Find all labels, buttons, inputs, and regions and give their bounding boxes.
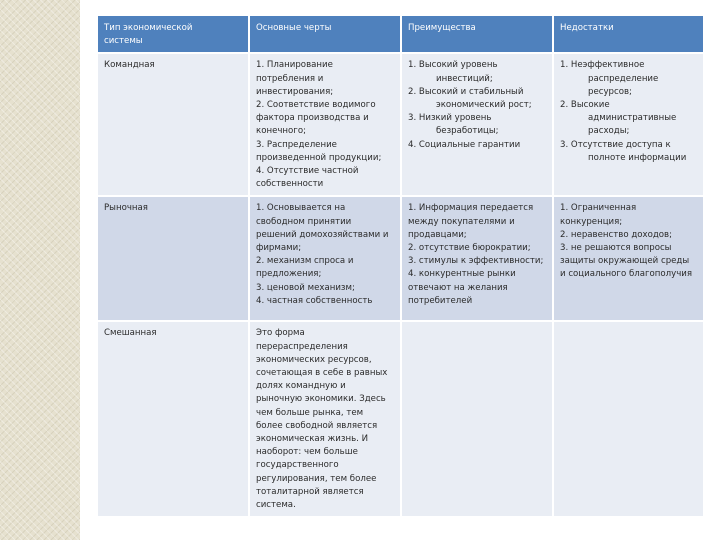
features-line: фактора производства и bbox=[256, 113, 369, 124]
features-line: предложения; bbox=[256, 269, 322, 280]
features-cell bbox=[249, 196, 401, 321]
disadvantages-cell bbox=[553, 53, 704, 196]
disadvantages-line: 3. Отсутствие доступа к bbox=[560, 139, 671, 150]
header-line: Преимущества bbox=[408, 23, 476, 33]
features-line: произведенной продукции; bbox=[256, 152, 382, 163]
features-line: свободном принятии bbox=[256, 216, 352, 227]
features-line: потребления и bbox=[256, 73, 324, 84]
header-system-type bbox=[97, 15, 249, 53]
disadvantages-line: конкуренция; bbox=[560, 216, 623, 227]
features-line: решений домохозяйствами и bbox=[256, 229, 389, 240]
header-line: системы bbox=[104, 36, 143, 47]
disadvantages-line: и социального благополучия bbox=[560, 269, 693, 280]
system-type-cell bbox=[97, 196, 249, 321]
features-line: экономическая жизнь. И bbox=[256, 434, 369, 445]
features-line: тоталитарной является bbox=[256, 486, 364, 497]
header-features bbox=[249, 15, 401, 53]
table-row-command bbox=[97, 53, 704, 196]
disadvantages-line: полноте информации bbox=[588, 152, 687, 163]
advantages-line: 2. отсутствие бюрократии; bbox=[408, 243, 531, 254]
disadvantages-line: 2. неравенство доходов; bbox=[560, 229, 673, 240]
system-type-cell bbox=[97, 321, 249, 517]
disadvantages-cell bbox=[553, 196, 704, 321]
features-line: собственности bbox=[256, 179, 324, 190]
advantages-line: продавцами; bbox=[408, 229, 467, 240]
features-line: 4. Отсутствие частной bbox=[256, 166, 359, 177]
disadvantages-line: 1. Ограниченная bbox=[560, 203, 637, 214]
advantages-line: отвечают на желания bbox=[408, 282, 508, 293]
features-line: перераспределения bbox=[256, 341, 348, 352]
header-disadvantages bbox=[553, 15, 704, 53]
advantages-line: 2. Высокий и стабильный bbox=[408, 86, 524, 97]
features-line: государственного bbox=[256, 460, 339, 471]
features-line: более свободной является bbox=[256, 420, 378, 431]
advantages-line: 4. Социальные гарантии bbox=[408, 139, 521, 150]
features-line: регулирования, тем более bbox=[256, 473, 377, 484]
features-line: конечного; bbox=[256, 126, 306, 137]
disadvantages-line: 2. Высокие bbox=[560, 100, 610, 111]
features-line: наоборот: чем больше bbox=[256, 447, 358, 458]
features-line: 1. Основывается на bbox=[256, 203, 346, 214]
features-line: долях командную и bbox=[256, 381, 346, 392]
advantages-line: 1. Высокий уровень bbox=[408, 60, 498, 71]
advantages-cell bbox=[401, 53, 553, 196]
features-cell bbox=[249, 321, 401, 517]
features-line: чем больше рынка, тем bbox=[256, 407, 364, 418]
features-line: 4. частная собственность bbox=[256, 295, 373, 306]
features-line: Это форма bbox=[256, 328, 305, 339]
disadvantages-line: расходы; bbox=[588, 126, 630, 137]
economic-systems-table bbox=[96, 14, 705, 518]
features-line: 3. ценовой механизм; bbox=[256, 282, 355, 293]
advantages-cell bbox=[401, 196, 553, 321]
decorative-side-stripe bbox=[0, 0, 80, 540]
features-line: система. bbox=[256, 500, 296, 511]
features-line: фирмами; bbox=[256, 243, 302, 254]
table-row-mixed bbox=[97, 321, 704, 517]
header-advantages bbox=[401, 15, 553, 53]
disadvantages-line: защиты окружающей среды bbox=[560, 256, 690, 267]
features-line: 3. Распределение bbox=[256, 139, 337, 150]
economic-systems-table-container bbox=[96, 14, 703, 518]
advantages-line: инвестиций; bbox=[436, 73, 493, 84]
disadvantages-line: административные bbox=[588, 113, 677, 124]
features-line: рыночную экономики. Здесь bbox=[256, 394, 386, 405]
system-type-cell bbox=[97, 53, 249, 196]
disadvantages-line: 1. Неэффективное bbox=[560, 60, 645, 71]
table-row-market bbox=[97, 196, 704, 321]
advantages-line: экономический рост; bbox=[436, 100, 532, 111]
features-line: сочетающая в себе в равных bbox=[256, 368, 388, 379]
system-type-label: Командная bbox=[104, 60, 155, 71]
features-line: экономических ресурсов, bbox=[256, 354, 372, 365]
advantages-line: 3. стимулы к эффективности; bbox=[408, 256, 544, 267]
advantages-line: 4. конкурентные рынки bbox=[408, 269, 516, 280]
features-line: 2. Соответствие водимого bbox=[256, 100, 376, 111]
advantages-line: между покупателями и bbox=[408, 216, 515, 227]
features-line: 2. механизм спроса и bbox=[256, 256, 354, 267]
disadvantages-cell-empty bbox=[553, 321, 704, 517]
system-type-label: Рыночная bbox=[104, 203, 148, 214]
features-line: 1. Планирование bbox=[256, 60, 333, 71]
advantages-cell-empty bbox=[401, 321, 553, 517]
disadvantages-line: ресурсов; bbox=[588, 86, 632, 97]
header-line: Тип экономической bbox=[104, 23, 193, 33]
header-line: Недостатки bbox=[560, 23, 614, 33]
advantages-line: безработицы; bbox=[436, 126, 499, 137]
features-cell bbox=[249, 53, 401, 196]
advantages-line: потребителей bbox=[408, 295, 473, 306]
advantages-line: 1. Информация передается bbox=[408, 203, 534, 214]
disadvantages-line: распределение bbox=[588, 73, 659, 84]
advantages-line: 3. Низкий уровень bbox=[408, 113, 492, 124]
features-line: инвестирования; bbox=[256, 86, 334, 97]
table-header-row bbox=[97, 15, 704, 53]
disadvantages-line: 3. не решаются вопросы bbox=[560, 243, 672, 254]
system-type-label: Смешанная bbox=[104, 328, 157, 339]
header-line: Основные черты bbox=[256, 23, 332, 33]
